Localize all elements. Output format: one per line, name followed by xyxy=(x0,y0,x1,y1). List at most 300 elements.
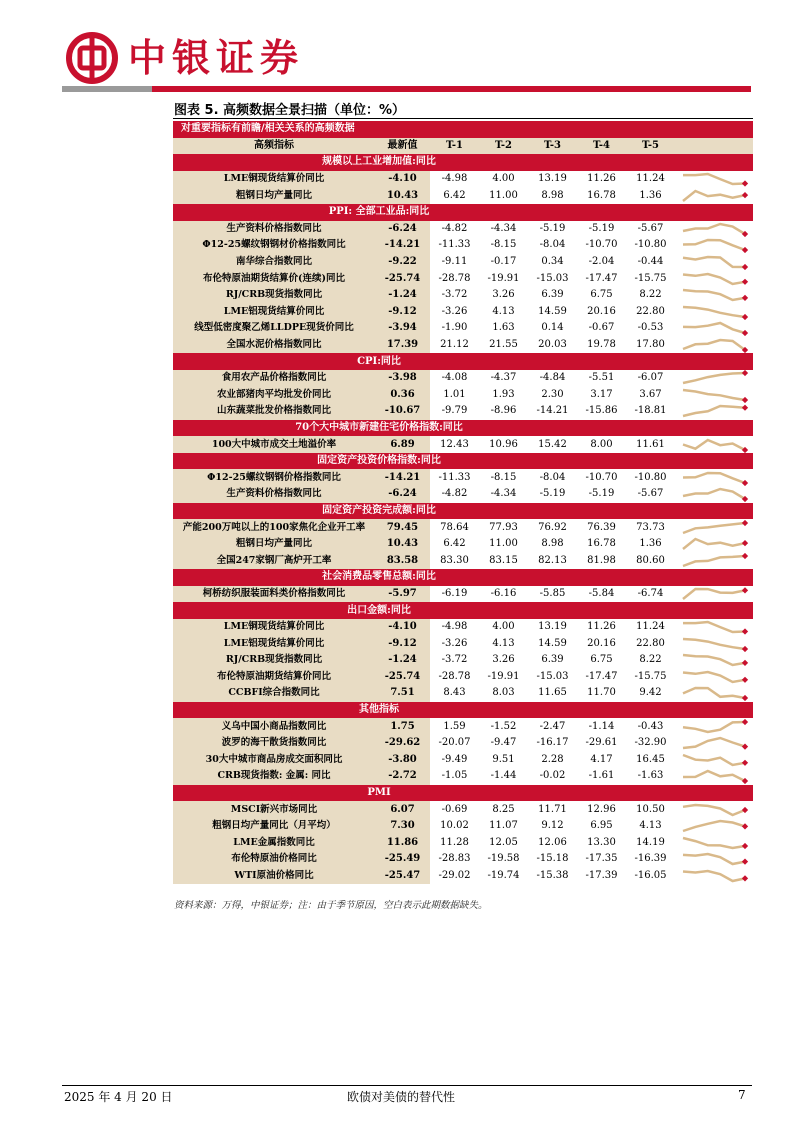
sparkline-cell xyxy=(675,868,753,885)
t3-value: 20.03 xyxy=(528,337,577,354)
sparkline-latest-marker xyxy=(742,278,748,284)
t5-value: -6.07 xyxy=(626,370,675,387)
sparkline-line xyxy=(683,323,745,333)
table-row xyxy=(173,486,753,503)
latest-value: -25.74 xyxy=(375,270,430,287)
t3-value: 2.28 xyxy=(528,752,577,769)
table-row xyxy=(173,519,753,536)
section-label: 规模以上工业增加值:同比 xyxy=(173,154,753,171)
table-row xyxy=(173,652,753,669)
sparkline-cell xyxy=(675,619,753,636)
table-row xyxy=(173,403,753,420)
sparkline-latest-marker xyxy=(742,397,748,403)
latest-value: 0.36 xyxy=(375,387,430,404)
t1-value: 12.43 xyxy=(430,436,479,453)
table-row xyxy=(173,469,753,486)
sparkline-line xyxy=(683,174,745,184)
t1-value: -9.79 xyxy=(430,403,479,420)
header-rule-gray xyxy=(62,86,152,92)
t5-value: -32.90 xyxy=(626,735,675,752)
sparkline-chart xyxy=(675,685,753,701)
section-label: 其他指标 xyxy=(173,702,753,719)
t5-value: 22.80 xyxy=(626,635,675,652)
t2-value: 10.96 xyxy=(479,436,528,453)
sparkline-chart xyxy=(675,304,753,320)
indicator-name: CCBFI综合指数同比 xyxy=(173,685,375,702)
t3-value: 15.42 xyxy=(528,436,577,453)
col-header-t5: T-5 xyxy=(626,138,675,155)
t4-value: -2.04 xyxy=(577,254,626,271)
table-row xyxy=(173,337,753,354)
sparkline-cell xyxy=(675,387,753,404)
t3-value: -15.03 xyxy=(528,669,577,686)
sparkline-latest-marker xyxy=(742,314,748,320)
t4-value: -5.51 xyxy=(577,370,626,387)
sparkline-cell xyxy=(675,486,753,503)
sparkline-latest-marker xyxy=(742,628,748,634)
t5-value: 14.19 xyxy=(626,835,675,852)
sparkline-latest-marker xyxy=(742,247,748,253)
t4-value: 16.78 xyxy=(577,536,626,553)
t1-value: -0.69 xyxy=(430,801,479,818)
table-row xyxy=(173,835,753,852)
indicator-name: 山东蔬菜批发价格指数同比 xyxy=(173,403,375,420)
t4-value: -5.84 xyxy=(577,586,626,603)
section-row xyxy=(173,785,753,802)
latest-value: -6.24 xyxy=(375,486,430,503)
t2-value: 11.00 xyxy=(479,536,528,553)
sparkline-cell xyxy=(675,835,753,852)
latest-value: -29.62 xyxy=(375,735,430,752)
table-row xyxy=(173,868,753,885)
sparkline-line xyxy=(683,556,745,566)
t3-value: -15.38 xyxy=(528,868,577,885)
sparkline-chart xyxy=(675,818,753,834)
sparkline-cell xyxy=(675,768,753,785)
t1-value: 21.12 xyxy=(430,337,479,354)
indicator-name: LME金属指数同比 xyxy=(173,835,375,852)
t2-value: -0.17 xyxy=(479,254,528,271)
footer-title: 欧债对美债的替代性 xyxy=(346,1090,455,1104)
table-row xyxy=(173,735,753,752)
sparkline-chart xyxy=(675,586,753,602)
t4-value: 13.30 xyxy=(577,835,626,852)
t2-value: -8.96 xyxy=(479,403,528,420)
section-label: 70个大中城市新建住宅价格指数:同比 xyxy=(173,420,753,437)
sparkline-chart xyxy=(675,254,753,270)
t2-value: 11.07 xyxy=(479,818,528,835)
latest-value: -14.21 xyxy=(375,237,430,254)
t1-value: 11.28 xyxy=(430,835,479,852)
sparkline-latest-marker xyxy=(742,695,748,701)
table-row xyxy=(173,801,753,818)
t4-value: -10.70 xyxy=(577,469,626,486)
t1-value: -9.49 xyxy=(430,752,479,769)
sparkline-cell xyxy=(675,635,753,652)
t2-value: -4.34 xyxy=(479,221,528,238)
t2-value: 83.15 xyxy=(479,552,528,569)
sparkline-cell xyxy=(675,187,753,204)
t4-value: -1.14 xyxy=(577,718,626,735)
sparkline-chart xyxy=(675,719,753,735)
indicator-name: MSCI新兴市场同比 xyxy=(173,801,375,818)
table-row xyxy=(173,387,753,404)
sparkline-latest-marker xyxy=(742,677,748,683)
t4-value: -0.67 xyxy=(577,320,626,337)
table-row xyxy=(173,718,753,735)
t5-value: 11.24 xyxy=(626,171,675,188)
sparkline-cell xyxy=(675,469,753,486)
source-note: 资料来源：万得，中银证券；注：由于季节原因，空白表示此期数据缺失。 xyxy=(174,900,488,911)
sparkline-chart xyxy=(675,851,753,867)
sparkline-cell xyxy=(675,536,753,553)
table-row xyxy=(173,254,753,271)
latest-value: -3.94 xyxy=(375,320,430,337)
sparkline-cell xyxy=(675,818,753,835)
t2-value: 4.13 xyxy=(479,635,528,652)
indicator-name: WTI原油价格同比 xyxy=(173,868,375,885)
sparkline-chart xyxy=(675,486,753,502)
t3-value: -5.85 xyxy=(528,586,577,603)
t3-value: -8.04 xyxy=(528,469,577,486)
sparkline-cell xyxy=(675,718,753,735)
t2-value: -4.34 xyxy=(479,486,528,503)
section-label: PMI xyxy=(173,785,753,802)
t4-value: 4.17 xyxy=(577,752,626,769)
table-row xyxy=(173,768,753,785)
t5-value: -16.05 xyxy=(626,868,675,885)
indicator-name: LME铝现货结算价同比 xyxy=(173,635,375,652)
t1-value: -29.02 xyxy=(430,868,479,885)
sparkline-line xyxy=(683,274,745,284)
sparkline-line xyxy=(683,440,745,450)
sparkline-latest-marker xyxy=(742,843,748,849)
table-row xyxy=(173,851,753,868)
t5-value: -15.75 xyxy=(626,669,675,686)
t4-value: -10.70 xyxy=(577,237,626,254)
indicator-name: LME铝现货结算价同比 xyxy=(173,304,375,321)
latest-value: -14.21 xyxy=(375,469,430,486)
latest-value: -6.24 xyxy=(375,221,430,238)
sparkline-chart xyxy=(675,470,753,486)
sparkline-chart xyxy=(675,735,753,751)
indicator-name: 生产资料价格指数同比 xyxy=(173,486,375,503)
t4-value: -17.47 xyxy=(577,669,626,686)
header-rule-red xyxy=(152,86,751,92)
t1-value: -3.26 xyxy=(430,635,479,652)
sparkline-cell xyxy=(675,752,753,769)
sparkline-chart xyxy=(675,387,753,403)
sparkline-chart xyxy=(675,287,753,303)
t5-value: -0.43 xyxy=(626,718,675,735)
table-row xyxy=(173,221,753,238)
table-row xyxy=(173,287,753,304)
sparkline-line xyxy=(683,589,745,599)
sparkline-cell xyxy=(675,519,753,536)
sparkline-chart xyxy=(675,337,753,353)
indicator-name: 产能200万吨以上的100家焦化企业开工率 xyxy=(173,519,375,536)
indicator-name: 粗钢日均产量同比 xyxy=(173,187,375,204)
sparkline-line xyxy=(683,755,745,765)
sparkline-chart xyxy=(675,320,753,336)
t5-value: 10.50 xyxy=(626,801,675,818)
t5-value: -0.53 xyxy=(626,320,675,337)
sparkline-cell xyxy=(675,337,753,354)
figure-title-rule xyxy=(173,118,753,119)
sparkline-line xyxy=(683,406,745,416)
t3-value: 12.06 xyxy=(528,835,577,852)
sparkline-line xyxy=(683,639,745,649)
sparkline-cell xyxy=(675,735,753,752)
sparkline-line xyxy=(683,821,745,831)
t3-value: 9.12 xyxy=(528,818,577,835)
t3-value: 2.30 xyxy=(528,387,577,404)
table-row xyxy=(173,370,753,387)
sparkline-line xyxy=(683,688,745,698)
sparkline-chart xyxy=(675,221,753,237)
sparkline-line xyxy=(683,340,745,350)
section-label: 固定资产投资完成额:同比 xyxy=(173,503,753,520)
t3-value: -14.21 xyxy=(528,403,577,420)
sparkline-latest-marker xyxy=(742,719,748,725)
sparkline-chart xyxy=(675,835,753,851)
t1-value: -4.82 xyxy=(430,486,479,503)
t1-value: -28.83 xyxy=(430,851,479,868)
latest-value: -4.10 xyxy=(375,171,430,188)
t1-value: 10.02 xyxy=(430,818,479,835)
t1-value: 8.43 xyxy=(430,685,479,702)
latest-value: -9.22 xyxy=(375,254,430,271)
t3-value: -15.03 xyxy=(528,270,577,287)
t5-value: 11.61 xyxy=(626,436,675,453)
latest-value: -4.10 xyxy=(375,619,430,636)
sparkline-line xyxy=(683,489,745,499)
t5-value: -6.74 xyxy=(626,586,675,603)
t5-value: 11.24 xyxy=(626,619,675,636)
sparkline-latest-marker xyxy=(742,744,748,750)
t3-value: 76.92 xyxy=(528,519,577,536)
sparkline-line xyxy=(683,771,745,781)
col-header-indicator: 高频指标 xyxy=(173,138,375,155)
t5-value: 73.73 xyxy=(626,519,675,536)
t4-value: -5.19 xyxy=(577,221,626,238)
t5-value: -10.80 xyxy=(626,469,675,486)
sparkline-line xyxy=(683,672,745,682)
latest-value: -2.72 xyxy=(375,768,430,785)
t1-value: -1.90 xyxy=(430,320,479,337)
t5-value: 1.36 xyxy=(626,536,675,553)
table-row xyxy=(173,619,753,636)
t2-value: -4.37 xyxy=(479,370,528,387)
sparkline-cell xyxy=(675,436,753,453)
sparkline-latest-marker xyxy=(742,520,748,526)
t4-value: 11.26 xyxy=(577,619,626,636)
indicator-name: 全国水泥价格指数同比 xyxy=(173,337,375,354)
indicator-name: 线型低密度聚乙烯LLDPE现货价同比 xyxy=(173,320,375,337)
t5-value: -1.63 xyxy=(626,768,675,785)
sparkline-chart xyxy=(675,403,753,419)
t2-value: 4.13 xyxy=(479,304,528,321)
table-row xyxy=(173,436,753,453)
table-row xyxy=(173,536,753,553)
t3-value: 6.39 xyxy=(528,287,577,304)
t2-value: -9.47 xyxy=(479,735,528,752)
t4-value: 20.16 xyxy=(577,304,626,321)
sparkline-cell xyxy=(675,851,753,868)
latest-value: -9.12 xyxy=(375,635,430,652)
t2-value: 21.55 xyxy=(479,337,528,354)
t4-value: -17.47 xyxy=(577,270,626,287)
t4-value: 19.78 xyxy=(577,337,626,354)
t1-value: 78.64 xyxy=(430,519,479,536)
t2-value: 3.26 xyxy=(479,287,528,304)
sparkline-chart xyxy=(675,237,753,253)
t3-value: -5.19 xyxy=(528,486,577,503)
t2-value: -1.52 xyxy=(479,718,528,735)
sparkline-line xyxy=(683,224,745,234)
t2-value: 9.51 xyxy=(479,752,528,769)
t1-value: -9.11 xyxy=(430,254,479,271)
table-row xyxy=(173,552,753,569)
t1-value: -28.78 xyxy=(430,270,479,287)
brand-name: 中银证券 xyxy=(128,36,305,80)
t2-value: -8.15 xyxy=(479,469,528,486)
sparkline-chart xyxy=(675,553,753,569)
t4-value: -17.39 xyxy=(577,868,626,885)
sparkline-line xyxy=(683,290,745,300)
table-row xyxy=(173,320,753,337)
sparkline-latest-marker xyxy=(742,875,748,881)
sparkline-latest-marker xyxy=(742,553,748,559)
section-row xyxy=(173,420,753,437)
t3-value: 0.34 xyxy=(528,254,577,271)
section-row xyxy=(173,602,753,619)
sparkline-cell xyxy=(675,685,753,702)
t2-value: -19.74 xyxy=(479,868,528,885)
t4-value: 6.75 xyxy=(577,287,626,304)
sparkline-line xyxy=(683,257,745,267)
sparkline-chart xyxy=(675,868,753,884)
indicator-name: LME铜现货结算价同比 xyxy=(173,171,375,188)
t4-value: 81.98 xyxy=(577,552,626,569)
col-header-t4: T-4 xyxy=(577,138,626,155)
t4-value: 6.95 xyxy=(577,818,626,835)
t2-value: 11.00 xyxy=(479,187,528,204)
footer-rule xyxy=(62,1085,752,1086)
latest-value: 1.75 xyxy=(375,718,430,735)
t1-value: 1.59 xyxy=(430,718,479,735)
t1-value: 1.01 xyxy=(430,387,479,404)
indicator-name: CRB现货指数: 金属: 同比 xyxy=(173,768,375,785)
sparkline-chart xyxy=(675,802,753,818)
col-header-t2: T-2 xyxy=(479,138,528,155)
latest-value: 6.07 xyxy=(375,801,430,818)
t1-value: -11.33 xyxy=(430,469,479,486)
sparkline-line xyxy=(683,240,745,250)
sparkline-latest-marker xyxy=(742,330,748,336)
t1-value: 83.30 xyxy=(430,552,479,569)
t4-value: -15.86 xyxy=(577,403,626,420)
section-row xyxy=(173,204,753,221)
sparkline-chart xyxy=(675,171,753,187)
sparkline-line xyxy=(683,722,745,732)
sparkline-line xyxy=(683,539,745,549)
latest-value: 10.43 xyxy=(375,536,430,553)
sparkline-latest-marker xyxy=(742,824,748,830)
t1-value: -11.33 xyxy=(430,237,479,254)
t3-value: -2.47 xyxy=(528,718,577,735)
t3-value: -15.18 xyxy=(528,851,577,868)
indicator-name: 粗钢日均产量同比（月平均） xyxy=(173,818,375,835)
latest-value: -3.98 xyxy=(375,370,430,387)
sparkline-chart xyxy=(675,768,753,784)
t1-value: -28.78 xyxy=(430,669,479,686)
indicator-name: RJ/CRB现货指数同比 xyxy=(173,287,375,304)
table-row xyxy=(173,635,753,652)
t4-value: 8.00 xyxy=(577,436,626,453)
indicator-name: 生产资料价格指数同比 xyxy=(173,221,375,238)
latest-value: -25.74 xyxy=(375,669,430,686)
section-row xyxy=(173,702,753,719)
indicator-name: Φ12-25螺纹钢钢材价格指数同比 xyxy=(173,237,375,254)
sparkline-latest-marker xyxy=(742,760,748,766)
t3-value: 82.13 xyxy=(528,552,577,569)
sparkline-chart xyxy=(675,536,753,552)
sparkline-cell xyxy=(675,171,753,188)
sparkline-line xyxy=(683,854,745,864)
table-row xyxy=(173,187,753,204)
sparkline-chart xyxy=(675,752,753,768)
section-label: 社会消费品零售总额:同比 xyxy=(173,569,753,586)
t2-value: 12.05 xyxy=(479,835,528,852)
latest-value: -1.24 xyxy=(375,287,430,304)
t5-value: 8.22 xyxy=(626,652,675,669)
t1-value: -4.98 xyxy=(430,619,479,636)
t2-value: 3.26 xyxy=(479,652,528,669)
column-header-row xyxy=(173,138,753,155)
sparkline-latest-marker xyxy=(742,264,748,270)
page-number: 7 xyxy=(738,1088,746,1102)
t3-value: -8.04 xyxy=(528,237,577,254)
figure-title: 图表 5. 高频数据全景扫描（单位：%） xyxy=(174,103,406,118)
sparkline-line xyxy=(683,473,745,483)
t5-value: -5.67 xyxy=(626,221,675,238)
t1-value: -3.26 xyxy=(430,304,479,321)
t4-value: -17.35 xyxy=(577,851,626,868)
t3-value: 13.19 xyxy=(528,171,577,188)
table-body xyxy=(173,121,753,884)
sparkline-latest-marker xyxy=(742,859,748,865)
t3-value: -4.84 xyxy=(528,370,577,387)
sparkline-cell xyxy=(675,254,753,271)
t2-value: -19.91 xyxy=(479,270,528,287)
sparkline-latest-marker xyxy=(742,370,748,376)
sparkline-cell xyxy=(675,801,753,818)
t2-value: 77.93 xyxy=(479,519,528,536)
footer-date: 2025 年 4 月 20 日 xyxy=(64,1090,173,1104)
t2-value: 4.00 xyxy=(479,171,528,188)
t2-value: -1.44 xyxy=(479,768,528,785)
table-top-header xyxy=(173,121,753,138)
table-row xyxy=(173,171,753,188)
section-label: PPI: 全部工业品:同比 xyxy=(173,204,753,221)
t2-value: -8.15 xyxy=(479,237,528,254)
sparkline-latest-marker xyxy=(742,192,748,198)
table-row xyxy=(173,304,753,321)
t5-value: -15.75 xyxy=(626,270,675,287)
table-row xyxy=(173,270,753,287)
sparkline-latest-marker xyxy=(742,646,748,652)
